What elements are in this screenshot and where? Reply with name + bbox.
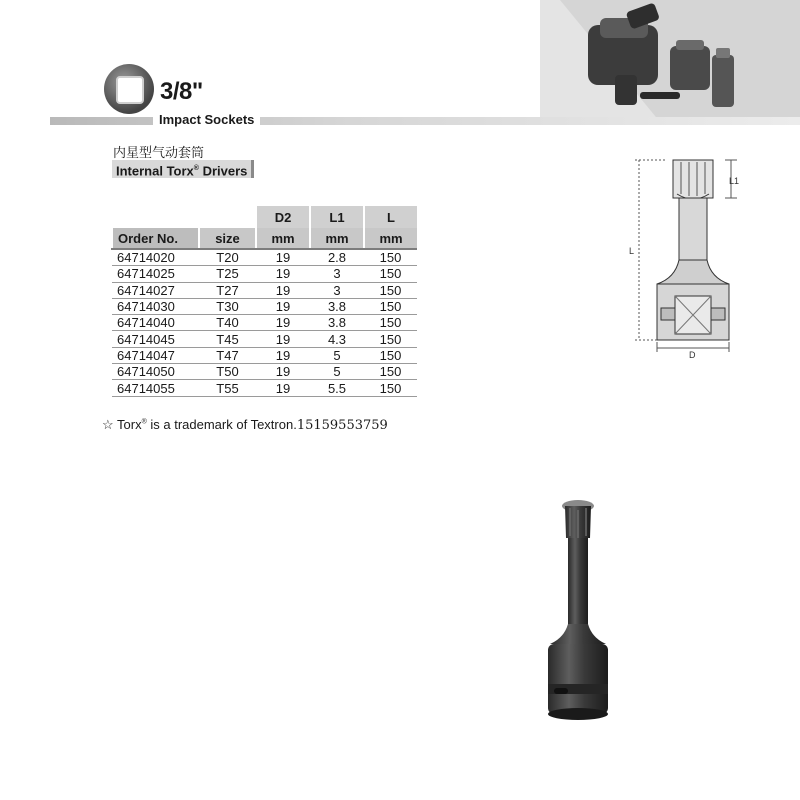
footnote-brand: Torx bbox=[113, 417, 142, 432]
cell-d2: 19 bbox=[256, 364, 310, 380]
cell-order-no: 64714047 bbox=[112, 347, 199, 363]
cell-l: 150 bbox=[364, 315, 417, 331]
cell-l: 150 bbox=[364, 380, 417, 396]
cell-d2: 19 bbox=[256, 380, 310, 396]
table-row bbox=[112, 331, 417, 347]
cell-order-no: 64714050 bbox=[112, 364, 199, 380]
english-title-text: Internal Torx bbox=[116, 163, 194, 179]
trademark-footnote bbox=[102, 417, 388, 433]
impact-tools-photo bbox=[540, 0, 800, 122]
drive-size-title: 3/8" bbox=[160, 78, 203, 105]
cell-l: 150 bbox=[364, 266, 417, 282]
table-row bbox=[112, 266, 417, 282]
header-size: size bbox=[199, 228, 256, 249]
cell-l: 150 bbox=[364, 298, 417, 314]
cell-order-no: 64714020 bbox=[112, 249, 199, 266]
header-d2: D2 bbox=[256, 206, 310, 228]
cell-l1: 3.8 bbox=[310, 298, 364, 314]
english-product-title bbox=[112, 160, 254, 178]
registered-mark: ® bbox=[193, 165, 199, 172]
cell-order-no: 64714055 bbox=[112, 380, 199, 396]
dimension-label-l1: L1 bbox=[729, 176, 740, 186]
cell-l1: 3 bbox=[310, 282, 364, 298]
registered-mark: ® bbox=[141, 418, 147, 426]
english-title-suffix: Drivers bbox=[198, 163, 248, 179]
cell-l1: 3.8 bbox=[310, 315, 364, 331]
table-row bbox=[112, 380, 417, 396]
table-row bbox=[112, 249, 417, 266]
dimension-label-d: D bbox=[689, 350, 696, 360]
cell-l1: 5 bbox=[310, 347, 364, 363]
cell-l: 150 bbox=[364, 249, 417, 266]
cell-size: T25 bbox=[199, 266, 256, 282]
header-blank bbox=[112, 206, 199, 228]
cell-l1: 5 bbox=[310, 364, 364, 380]
cell-size: T55 bbox=[199, 380, 256, 396]
table-row bbox=[112, 282, 417, 298]
category-label: Impact Sockets bbox=[153, 112, 260, 127]
header-l: L bbox=[364, 206, 417, 228]
square-drive-symbol bbox=[116, 76, 144, 104]
cell-l1: 3 bbox=[310, 266, 364, 282]
cell-order-no: 64714025 bbox=[112, 266, 199, 282]
chinese-product-title: 内星型气动套筒 bbox=[113, 145, 205, 160]
cell-size: T45 bbox=[199, 331, 256, 347]
cell-d2: 19 bbox=[256, 331, 310, 347]
technical-drawing bbox=[625, 150, 745, 360]
footnote-text: is a trademark of Textron. bbox=[146, 417, 297, 432]
header-banner-photo bbox=[540, 0, 800, 122]
cell-d2: 19 bbox=[256, 347, 310, 363]
table-row bbox=[112, 298, 417, 314]
spec-table bbox=[111, 206, 417, 397]
cell-l1: 2.8 bbox=[310, 249, 364, 266]
cell-order-no: 64714027 bbox=[112, 282, 199, 298]
cell-order-no: 64714040 bbox=[112, 315, 199, 331]
table-row bbox=[112, 364, 417, 380]
cell-d2: 19 bbox=[256, 282, 310, 298]
header-unit: mm bbox=[256, 228, 310, 249]
header-unit: mm bbox=[310, 228, 364, 249]
header-order-no: Order No. bbox=[112, 228, 199, 249]
cell-order-no: 64714045 bbox=[112, 331, 199, 347]
cell-d2: 19 bbox=[256, 249, 310, 266]
header-unit: mm bbox=[364, 228, 417, 249]
cell-size: T50 bbox=[199, 364, 256, 380]
cell-l: 150 bbox=[364, 347, 417, 363]
cell-size: T40 bbox=[199, 315, 256, 331]
cell-order-no: 64714030 bbox=[112, 298, 199, 314]
table-header-bottom bbox=[112, 228, 417, 249]
star-icon: ☆ bbox=[102, 417, 114, 432]
cell-l: 150 bbox=[364, 331, 417, 347]
cell-d2: 19 bbox=[256, 298, 310, 314]
phone-number: 15159553759 bbox=[296, 418, 388, 433]
cell-size: T27 bbox=[199, 282, 256, 298]
cell-d2: 19 bbox=[256, 266, 310, 282]
cell-l1: 4.3 bbox=[310, 331, 364, 347]
cell-size: T20 bbox=[199, 249, 256, 266]
cell-l: 150 bbox=[364, 282, 417, 298]
dimension-label-l: L bbox=[629, 246, 635, 256]
cell-size: T30 bbox=[199, 298, 256, 314]
cell-size: T47 bbox=[199, 347, 256, 363]
product-photo-torx-socket bbox=[538, 498, 618, 720]
table-row bbox=[112, 315, 417, 331]
header-l1: L1 bbox=[310, 206, 364, 228]
cell-l1: 5.5 bbox=[310, 380, 364, 396]
table-header-top bbox=[112, 206, 417, 228]
header-blank bbox=[199, 206, 256, 228]
table-row bbox=[112, 347, 417, 363]
cell-l: 150 bbox=[364, 364, 417, 380]
cell-d2: 19 bbox=[256, 315, 310, 331]
